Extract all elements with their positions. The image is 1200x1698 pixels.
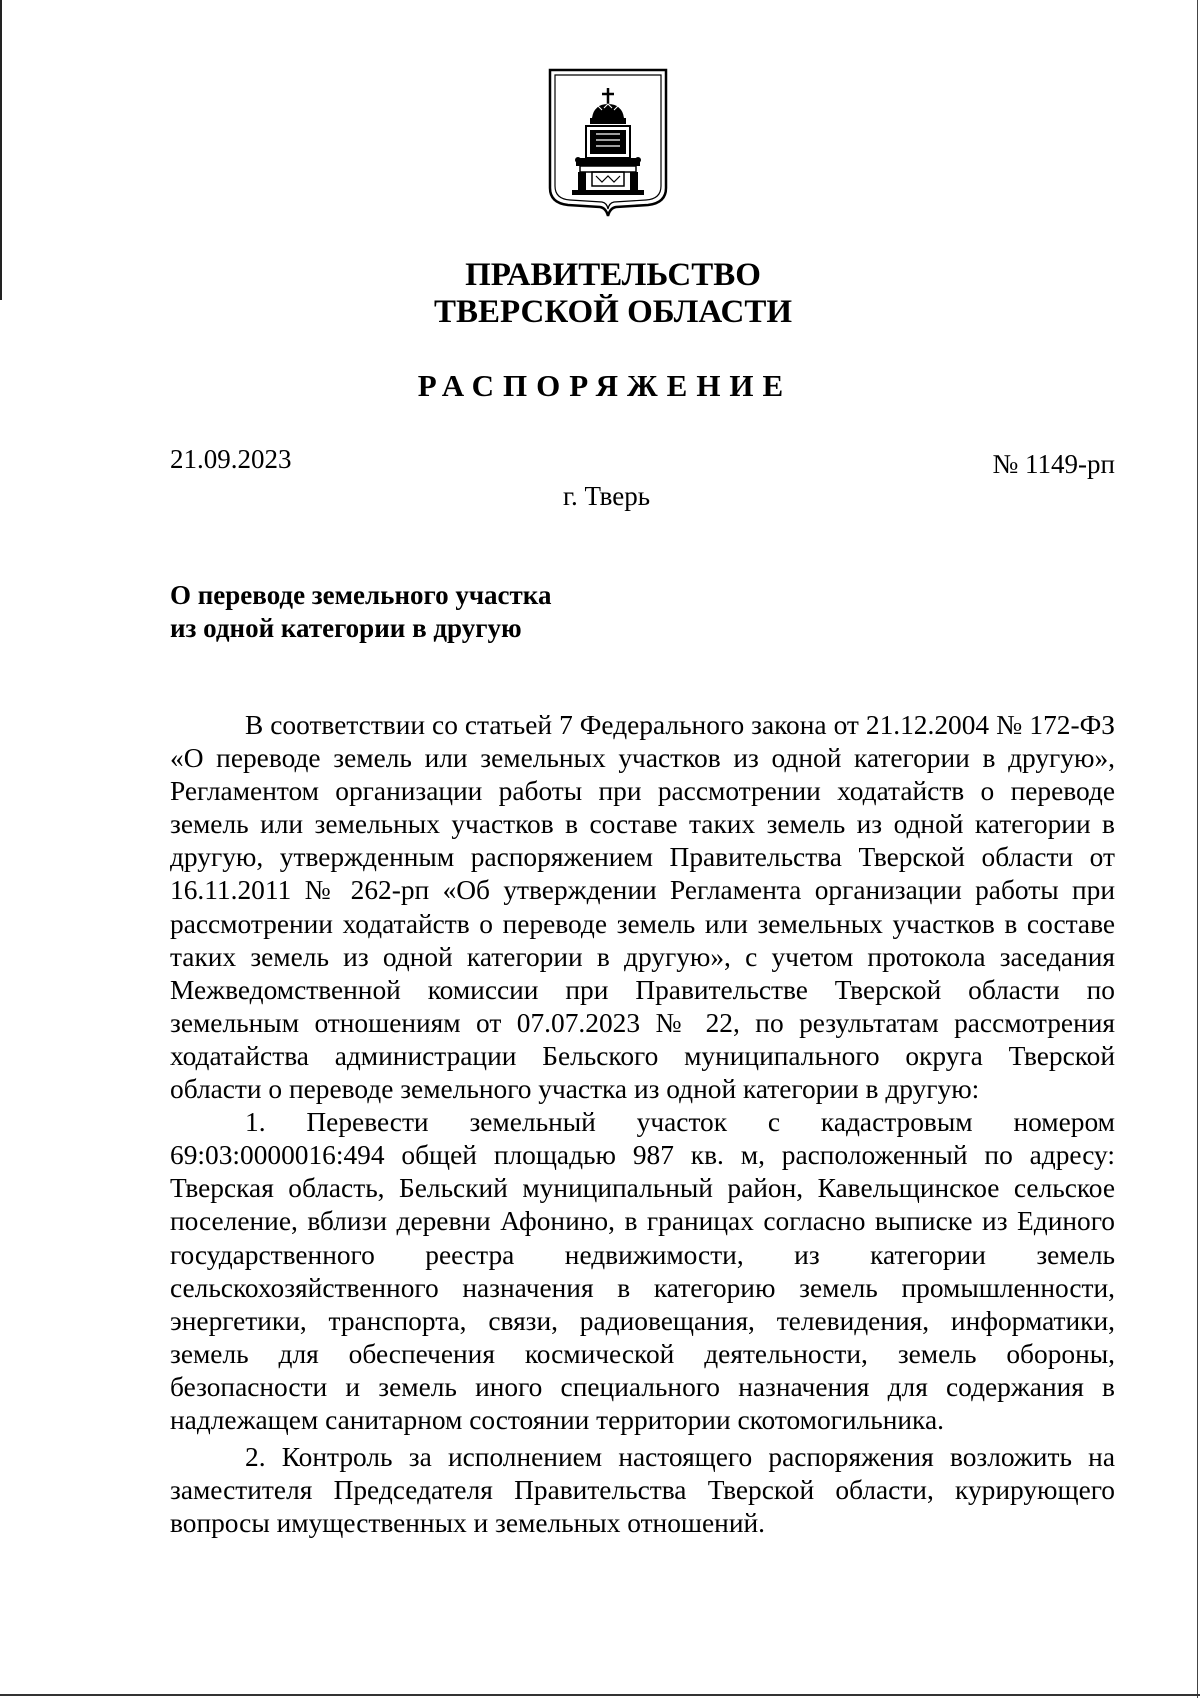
document-number: № 1149-рп — [992, 449, 1115, 479]
body-paragraph-item-1: 1. Перевести земельный участок с кадастровым номером 69:03:0000016:494 общей площадью 987 кв. м, расположенный по адресу: Тверская область, Бельский муниципальный район, Кавельщинское сельское поселение, вблизи деревни Афонино, в границах согласно выписке из Единого государственного реестра недвижимости, из категории земель сельскохозяйственного назначения в категорию земель промышленности, энергетики, транспорта, связи, радиовещания, телевидения, информатики, земель для обеспечения космической деятельности, земель обороны, безопасности и земель иного специального назначения для содержания в надлежащем санитарном состоянии территории скотомогильника. — [170, 1107, 1115, 1435]
government-name-line2: ТВЕРСКОЙ ОБЛАСТИ — [433, 294, 793, 330]
subject-line1: О переводе земельного участка — [170, 580, 552, 610]
scan-edge-right — [1197, 0, 1198, 1698]
document-city: г. Тверь — [562, 481, 651, 511]
scan-edge-bottom — [0, 1694, 1200, 1696]
tver-coat-of-arms-icon — [548, 68, 668, 218]
body-paragraph-item-2: 2. Контроль за исполнением настоящего распоряжения возложить на заместителя Председателя Правительства Тверской области, курирующего вопросы имущественных и земельных отношений. — [170, 1442, 1115, 1539]
body-paragraph-preamble: В соответствии со статьей 7 Федерального закона от 21.12.2004 № 172-ФЗ «О переводе земель или земельных участков из одной категории в другую», Регламентом организации работы при рассмотрении ходатайств о переводе земель или земельных участков в составе таких земель из одной категории в другую, утвержденным распоряжением Правительства Тверской области от 16.11.2011 № 262-рп «Об утверждении Регламента организации работы при рассмотрении ходатайств о переводе земель или земельных участков в составе таких земель из одной категории в другую», с учетом протокола заседания Межведомственной комиссии при Правительстве Тверской области по земельным отношениям от 07.07.2023 № 22, по результатам рассмотрения ходатайства администрации Бельского муниципального округа Тверской области о переводе земельного участка из одной категории в другую: — [170, 710, 1115, 1105]
government-name-line1: ПРАВИТЕЛЬСТВО — [465, 257, 761, 293]
document-date: 21.09.2023 — [170, 444, 292, 474]
subject-line2: из одной категории в другую — [170, 613, 522, 643]
document-subject — [170, 579, 551, 645]
document-body — [170, 709, 1115, 1540]
scan-edge-left — [0, 0, 2, 300]
document-type-title: РАСПОРЯЖЕНИЕ — [417, 368, 793, 403]
